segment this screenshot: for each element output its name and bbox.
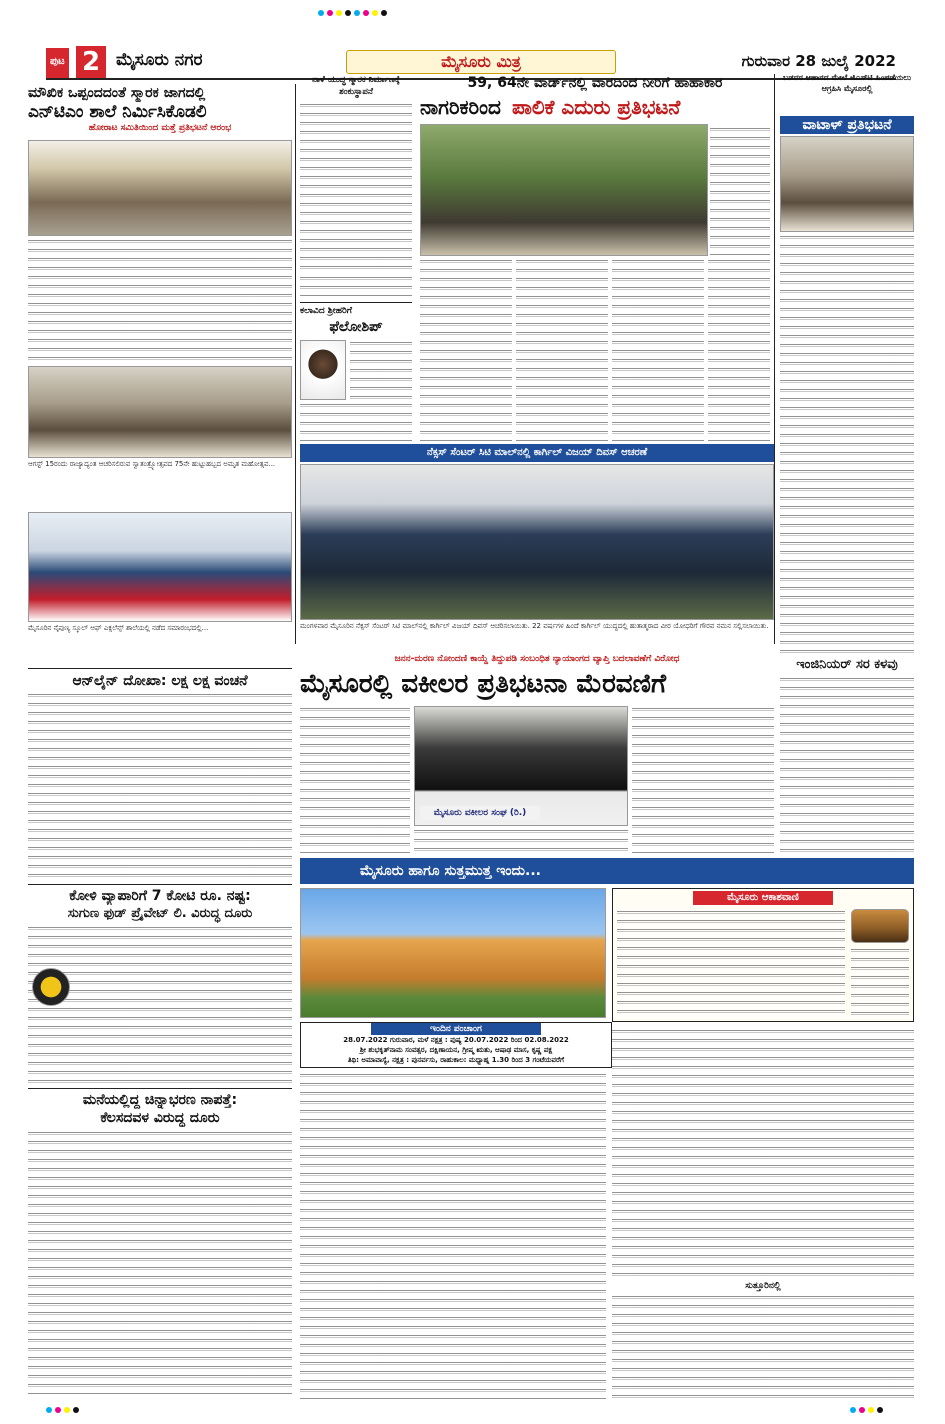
- water-body-col4: [708, 258, 770, 442]
- today-banner: ಮೈಸೂರು ಹಾಗೂ ಸುತ್ತಮುತ್ತ ಇಂದು...: [300, 858, 914, 884]
- school-caption: ಮೈಸೂರಿನ ನೈಪುಣ್ಯ ಸ್ಕೂಲ್ ಆಫ್ ಎಕ್ಸಲೆನ್ಸ್ ಶಾಲೆಯಲ್ಲಿ ನಡೆದ ಸಮಾರಂಭದಲ್ಲಿ...: [28, 624, 209, 632]
- water-headline: [420, 92, 770, 122]
- events-subhead: ಸುತ್ತೂರಿನಲ್ಲಿ: [745, 1281, 781, 1291]
- lawyers-body-col1: [300, 706, 410, 854]
- color-registration-marks: [318, 10, 387, 16]
- school-event-photo: [28, 512, 292, 622]
- radio-schedule: [617, 909, 845, 1019]
- radio-title: ಮೈಸೂರು ಆಕಾಶವಾಣಿ: [693, 891, 833, 905]
- transformer-headline: ಇಂಜಿನಿಯರ್ ಸರ ಕಳವು: [796, 657, 898, 672]
- panchanga-line-2: ಶ್ರೀ ಶುಭಕೃತ್‌ನಾಮ ಸಂವತ್ಸರ, ದಕ್ಷಿಣಾಯನ, ಗ್ರೀಷ್ಮ ಋತು, ಆಷಾಢ ಮಾಸ, ಕೃಷ್ಣ ಪಕ್ಷ: [359, 1046, 553, 1054]
- fellowship-body-right: [350, 340, 412, 400]
- theft-headline-2: ಕೆಲಸದವಳ ವಿರುದ್ಧ ದೂರು: [100, 1110, 220, 1126]
- panchanga-title: ಇಂದಿನ ಪಂಚಾಂಗ: [371, 1023, 541, 1035]
- water-kicker: 59, 64ನೇ ವಾರ್ಡ್‌ನಲ್ಲಿ ವಾರದಿಂದ ನೀರಿಗೆ ಹಾಹಾಕಾರ: [467, 75, 723, 91]
- water-body-col1: [420, 258, 512, 442]
- poultry-body: [28, 925, 292, 1085]
- memorial-headline: ನಾಳೆ ಯುದ್ಧ ಸ್ಮಾರಕ ನಿರ್ಮಾಣಕ್ಕೆ ಶಂಕುಸ್ಥಾಪನೆ: [312, 75, 400, 97]
- divider: [28, 1088, 292, 1089]
- transformer-body: [780, 676, 914, 854]
- water-headline-a: ನಾಗರಿಕರಿಂದ: [420, 95, 501, 119]
- section-title: ಮೈಸೂರು ನಗರ: [116, 50, 203, 70]
- page-label: ಪುಟ: [46, 48, 69, 78]
- memorial-body-2: [300, 275, 412, 297]
- vatal-protest-photo: [780, 136, 914, 232]
- lawyers-kicker: ಜನನ-ಮರಣ ನೋಂದಣಿ ಕಾಯ್ದೆ ತಿದ್ದುಪಡಿ ಸಂಬಂಧಿತ ನ್ಯಾಯಾಂಗದ ವ್ಯಾಪ್ತಿ ಬದಲಾವಣೆಗೆ ವಿರೋಧ: [394, 654, 680, 664]
- mysore-palace-photo: [300, 888, 606, 1018]
- page-number: 2: [76, 46, 106, 78]
- events-listing-col1: [300, 1072, 606, 1400]
- ntm-body-text: [28, 238, 292, 363]
- lawyers-headline: ಮೈಸೂರಲ್ಲಿ ವಕೀಲರ ಪ್ರತಿಭಟನಾ ಮೆರವಣಿಗೆ: [300, 669, 667, 699]
- fellowship-kicker: ಕಲಾವಿದ ಶ್ರೀಹರಿಗೆ: [300, 306, 352, 316]
- color-registration-marks-bottom: [46, 1407, 79, 1413]
- column-rule: [295, 84, 296, 644]
- radio-schedule-2: [851, 947, 909, 1019]
- theft-body: [28, 1130, 292, 1394]
- water-body-col3: [612, 258, 704, 442]
- online-fraud-headline: ಆನ್‌ಲೈನ್ ದೋಖಾ: ಲಕ್ಷ ಲಕ್ಷ ವಂಚನೆ: [72, 673, 248, 689]
- lawyers-body-col3: [632, 706, 774, 854]
- masthead-logo: ಮೈಸೂರು ಮಿತ್ರ: [346, 50, 616, 74]
- crime-logo: [32, 968, 70, 1006]
- events-listing-col3: [612, 1294, 914, 1400]
- water-photo-side-text: [710, 126, 770, 256]
- fellowship-body: [300, 402, 412, 442]
- panchanga-line-1: 28.07.2022 ಗುರುವಾರ, ಮಳೆ ನಕ್ಷತ್ರ : ಪುಷ್ಯ 20.07.2022 ರಿಂದ 02.08.2022: [343, 1036, 569, 1044]
- panchanga-line-3: ತಿಥಿ: ಅಮಾವಾಸ್ಯೆ, ನಕ್ಷತ್ರ : ಪುನರ್ವಸು, ರಾಹುಕಾಲ: ಮಧ್ಯಾಹ್ನ 1.30 ರಿಂದ 3 ಗಂಟೆಯವರೆಗೆ: [347, 1056, 565, 1064]
- divider: [28, 668, 292, 669]
- poultry-headline-2: ಸುಗುಣ ಫುಡ್ ಪ್ರೈವೇಟ್ ಲಿ. ವಿರುದ್ಧ ದೂರು: [67, 906, 253, 921]
- panchanga-box: [300, 1022, 612, 1068]
- water-protest-photo: [420, 124, 708, 256]
- statue-photo: [28, 366, 292, 458]
- statue-caption: ಆಗಸ್ಟ್ 15ರಂದು ರಾಜ್ಯಾದ್ಯಂತ ಆಚರಿಸಲಿರುವ ಸ್ವಾತಂತ್ರ್ಯೋತ್ಸವದ 75ನೇ ಹುಟ್ಟುಹಬ್ಬದ ಅಮೃತ ಮಹೋತ್ಸವ...: [28, 460, 276, 468]
- column-rule: [774, 74, 775, 644]
- vatal-kicker: ಬಡವರ ಆಹಾರದ ಮೇಲೆ ಜಿಎಸ್‌ಟಿ ಹಿಂಪಡೆಯಲು ಆಗ್ರಹಿಸಿ ಮೈಸೂರಲ್ಲಿ: [782, 73, 911, 93]
- ntm-headline-2: ಎನ್‌ಟಿಎಂ ಶಾಲೆ ನಿರ್ಮಿಸಿಕೊಡಲಿ: [28, 102, 207, 122]
- protest-photo-ntm: [28, 140, 292, 236]
- radio-box: [612, 888, 914, 1022]
- divider: [300, 302, 412, 303]
- events-listing-col2: [612, 1028, 914, 1278]
- artist-portrait: [300, 340, 346, 400]
- lawyers-body-under: [414, 828, 628, 854]
- theft-headline-1: ಮನೆಯಲ್ಲಿದ್ದ ಚಿನ್ನಾಭರಣ ನಾಪತ್ತೆ:: [82, 1092, 238, 1108]
- lawyers-banner-text: ಮೈಸೂರು ವಕೀಲರ ಸಂಘ (ರಿ.): [420, 806, 540, 820]
- color-registration-marks-bottom-right: [850, 1407, 883, 1413]
- vatal-body: [780, 234, 914, 654]
- memorial-body: [300, 102, 412, 272]
- divider: [28, 884, 292, 885]
- ntm-story: [28, 84, 292, 135]
- water-headline-b: ಪಾಲಿಕೆ ಎದುರು ಪ್ರತಿಭಟನೆ: [512, 95, 681, 119]
- fellowship-headline: ಫೆಲೋಶಿಪ್: [329, 319, 383, 335]
- ntm-subhead: ಹೋರಾಟ ಸಮಿತಿಯಿಂದ ಮತ್ತೆ ಪ್ರತಿಭಟನೆ ಆರಂಭ: [88, 123, 232, 133]
- online-fraud-body: [28, 692, 292, 882]
- poultry-headline-1: ಕೋಳಿ ವ್ಯಾಪಾರಿಗೆ 7 ಕೋಟಿ ರೂ. ನಷ್ಟ:: [69, 888, 251, 904]
- water-body-col2: [516, 258, 608, 442]
- radio-icon: [851, 909, 909, 943]
- kargil-photo: [300, 464, 774, 620]
- kargil-banner: ನೆಕ್ಸಸ್ ಸೆಂಟರ್ ಸಿಟಿ ಮಾಲ್‌ನಲ್ಲಿ ಕಾರ್ಗಿಲ್ ವಿಜಯ್ ದಿವಸ್ ಆಚರಣೆ: [300, 444, 774, 462]
- kargil-caption: ಮಂಗಳವಾರ ಮೈಸೂರಿನ ನೆಕ್ಸಸ್ ಸೆಂಟರ್ ಸಿಟಿ ಮಾಲ್‌ನಲ್ಲಿ ಕಾರ್ಗಿಲ್ ವಿಜಯ್ ದಿವಸ್ ಆಚರಿಸಲಾಯಿತು. 22 ವರ್ಷಗಳ ಹಿಂದೆ ಕಾರ್ಗಿಲ್ ಯುದ್ಧದಲ್ಲಿ ಹುತಾತ್ಮರಾದ ವೀರ ಯೋಧರಿಗೆ ಗೌರವ ನಮನ ಸಲ್ಲಿಸಲಾಯಿತು.: [300, 622, 769, 630]
- issue-date: ಗುರುವಾರ 28 ಜುಲೈ 2022: [741, 52, 896, 70]
- vatal-headline: ವಾಟಾಳ್ ಪ್ರತಿಭಟನೆ: [780, 116, 914, 134]
- ntm-headline-1: ಮೌಖಿಕ ಒಪ್ಪಂದದಂತೆ ಸ್ಮಾರಕ ಜಾಗದಲ್ಲಿ: [28, 85, 206, 101]
